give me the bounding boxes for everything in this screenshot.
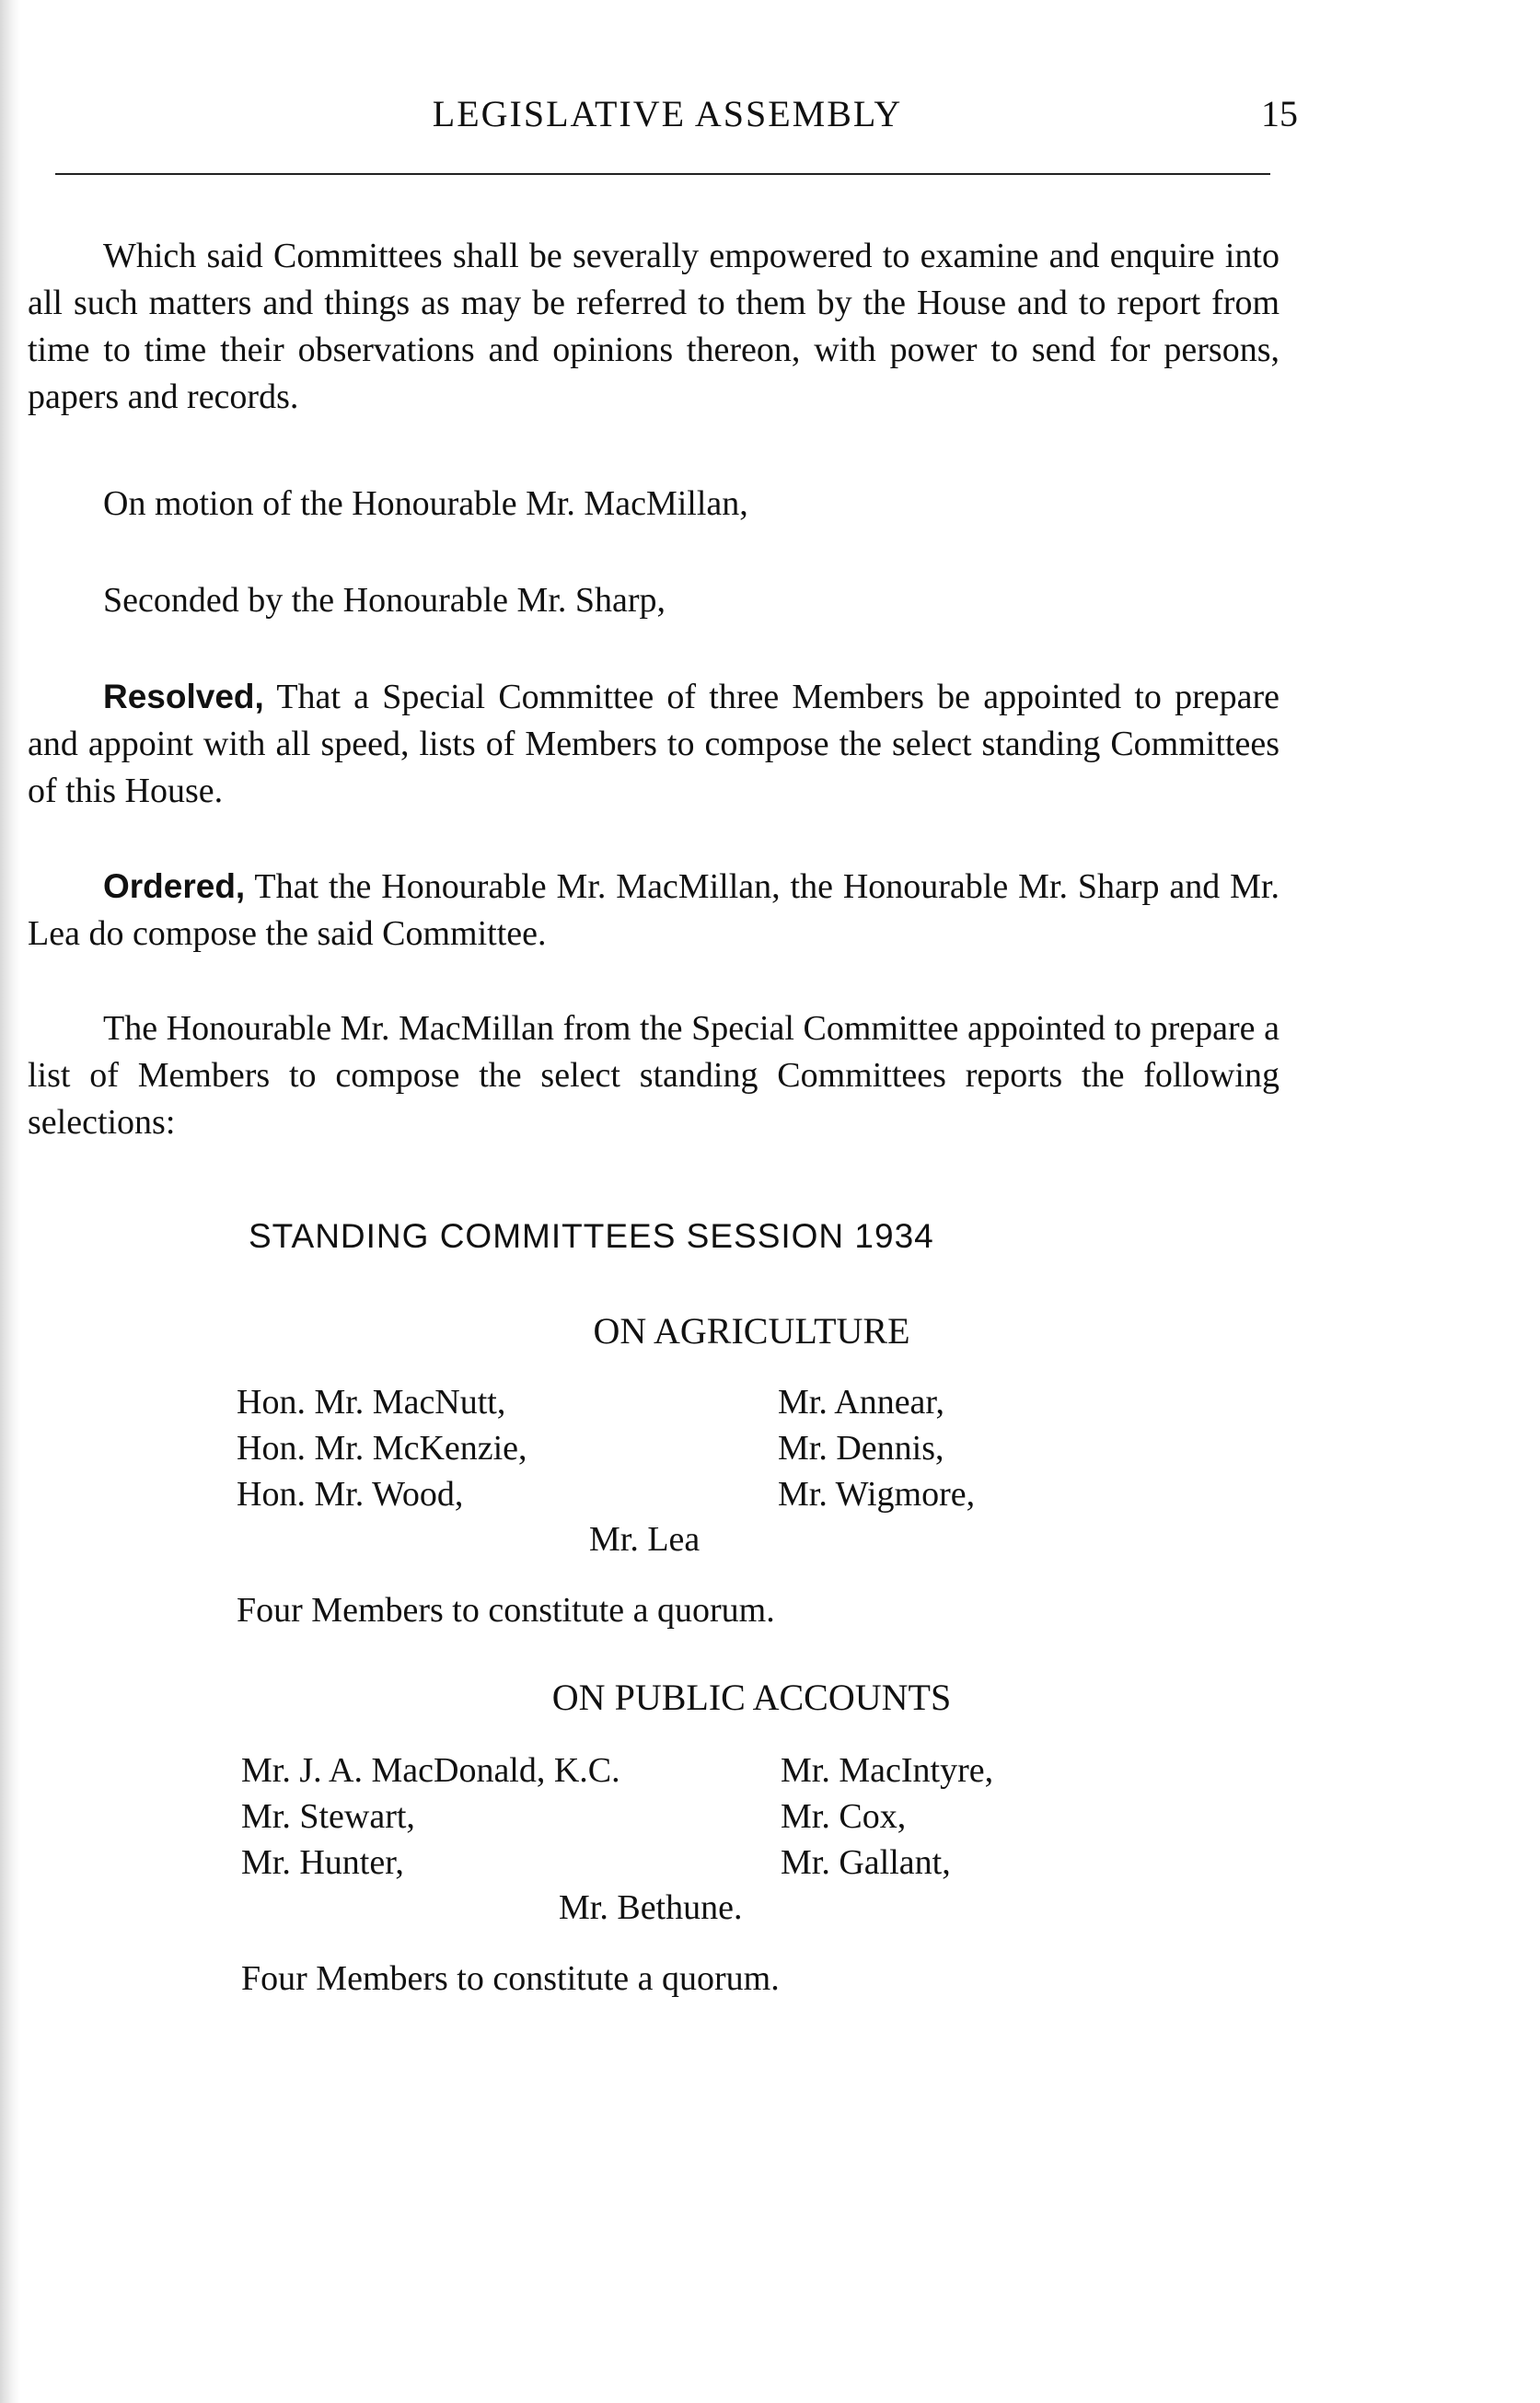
running-head	[55, 92, 1298, 147]
paragraph-resolved	[28, 673, 1279, 815]
page-number: 15	[1261, 93, 1298, 134]
paragraph-text: On motion of the Honourable Mr. MacMillan,	[103, 484, 748, 523]
agriculture-right-column	[778, 1379, 975, 1517]
ordered-lead: Ordered,	[103, 867, 246, 905]
public-accounts-quorum: Four Members to constitute a quorum.	[241, 1959, 780, 1998]
agriculture-left-column	[237, 1379, 527, 1517]
member-name: Mr. Stewart,	[241, 1797, 415, 1836]
paragraph-seconded	[28, 577, 1279, 624]
member-name: Mr. Gallant,	[781, 1843, 951, 1882]
public-accounts-left-column	[241, 1747, 620, 1886]
member-name: Mr. Hunter,	[241, 1843, 404, 1882]
public-accounts-last-member: Mr. Bethune.	[559, 1888, 743, 1927]
paragraph-motion	[28, 481, 1279, 528]
page-edge-shadow	[0, 0, 20, 2403]
paragraph-text: Which said Committees shall be severally empowered to examine and enquire into all such matters and things as may be referred to them by the House and to report from time to time their observations and opinions thereon, with power to send for persons, papers and records.	[28, 237, 1279, 416]
resolved-lead: Resolved,	[103, 678, 264, 715]
paragraph-committees-empowered	[28, 233, 1279, 421]
member-name: Mr. J. A. MacDonald, K.C.	[241, 1751, 620, 1790]
standing-committees-heading: STANDING COMMITTEES SESSION 1934	[249, 1217, 934, 1255]
member-name: Mr. Dennis,	[778, 1429, 944, 1468]
agriculture-heading: ON AGRICULTURE	[593, 1310, 910, 1352]
paragraph-report	[28, 1005, 1279, 1146]
paragraph-text	[28, 863, 1279, 958]
paragraph-ordered	[28, 863, 1279, 958]
member-name: Mr. Wigmore,	[778, 1475, 976, 1514]
member-name: Hon. Mr. Wood,	[237, 1475, 464, 1514]
member-name: Hon. Mr. MacNutt,	[237, 1383, 506, 1422]
public-accounts-heading: ON PUBLIC ACCOUNTS	[551, 1677, 952, 1718]
header-rule	[55, 173, 1270, 175]
running-title: LEGISLATIVE ASSEMBLY	[432, 93, 903, 134]
paragraph-text	[28, 673, 1279, 815]
paragraph-text: The Honourable Mr. MacMillan from the Special Committee appointed to prepare a list of Members to compose the select standing Committees reports the following selections:	[28, 1009, 1279, 1142]
member-name: Mr. Cox,	[781, 1797, 907, 1836]
member-name: Mr. Annear,	[778, 1383, 945, 1422]
member-name: Mr. MacIntyre,	[781, 1751, 994, 1790]
paragraph-text: Seconded by the Honourable Mr. Sharp,	[103, 581, 666, 620]
agriculture-quorum: Four Members to constitute a quorum.	[237, 1591, 775, 1630]
ordered-text: That the Honourable Mr. MacMillan, the Honourable Mr. Sharp and Mr. Lea do compose the said Committee.	[28, 867, 1279, 953]
agriculture-last-member: Mr. Lea	[589, 1520, 701, 1559]
resolved-text: That a Special Committee of three Members be appointed to prepare and appoint with all speed, lists of Members to compose the select standing Committees of this House.	[28, 678, 1279, 810]
public-accounts-right-column	[781, 1747, 993, 1886]
member-name: Hon. Mr. McKenzie,	[237, 1429, 527, 1468]
